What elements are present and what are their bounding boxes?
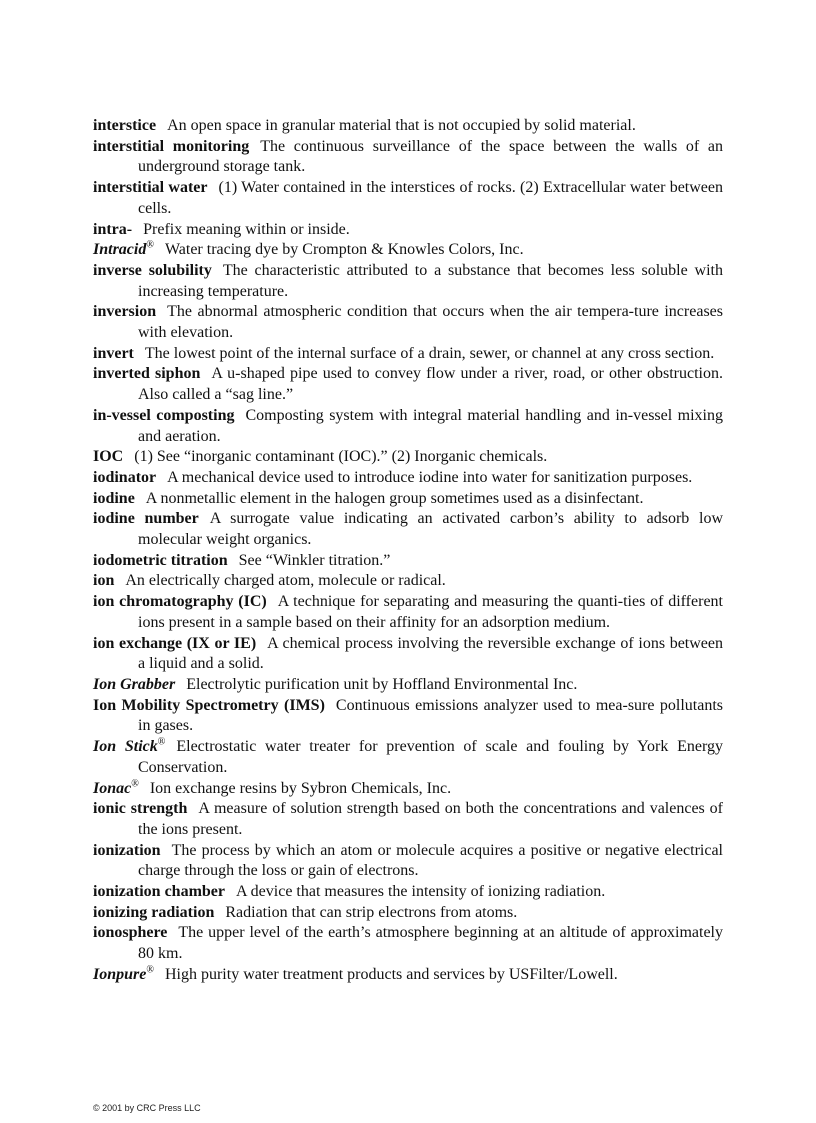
entry-definition: Water tracing dye by Crompton & Knowles Colors, Inc. [164, 241, 524, 259]
glossary-entry [93, 634, 723, 675]
entry-term: iodinator [93, 468, 157, 486]
glossary-entry [93, 178, 723, 219]
entry-definition: The continuous surveillance of the space between the walls of an underground storage tank. [138, 137, 723, 176]
entry-definition: The lowest point of the internal surface of a drain, sewer, or channel at any cross section. [144, 344, 715, 362]
registered-mark: ® [157, 736, 166, 748]
glossary-entry [93, 965, 723, 986]
entry-definition: A device that measures the intensity of ionizing radiation. [236, 883, 606, 901]
entry-term: Ion Mobility Spectrometry (IMS) [93, 696, 325, 714]
entry-term: Ionac® [93, 778, 139, 797]
entry-term: in-vessel composting [93, 406, 235, 424]
entry-definition: High purity water treatment products and services by USFilter/Lowell. [164, 965, 618, 983]
entry-term: ionization [93, 841, 161, 859]
copyright-footer: © 2001 by CRC Press LLC [93, 1103, 201, 1113]
glossary-entry [93, 261, 723, 302]
entry-term: interstitial water [93, 179, 208, 197]
entry-definition: Prefix meaning within or inside. [143, 220, 350, 238]
entry-definition: The characteristic attributed to a substance that becomes less soluble with increasing temperature. [138, 261, 723, 300]
entry-term: Ion Stick® [93, 736, 166, 756]
glossary-entry [93, 406, 723, 447]
entry-definition: Electrolytic purification unit by Hoffland Environmental Inc. [186, 675, 578, 693]
entry-definition: A technique for separating and measuring the quanti-ties of different ions present in a sample based on their affinity for an adsorption medium. [138, 593, 723, 631]
glossary-entry [93, 489, 723, 510]
entry-term: intra- [93, 220, 133, 238]
glossary-entry [93, 137, 723, 178]
entry-term: ion chromatography (IC) [93, 593, 267, 611]
entry-definition: A surrogate value indicating an activated carbon’s ability to adsorb low molecular weight organics. [138, 510, 724, 549]
entry-term: Ion Grabber [93, 675, 176, 693]
entry-definition: Radiation that can strip electrons from atoms. [225, 903, 518, 921]
entry-definition: The process by which an atom or molecule acquires a positive or negative electrical charge through the loss or gain of electrons. [138, 841, 723, 880]
glossary-entry [93, 675, 723, 696]
entry-term: Intracid® [93, 239, 154, 259]
entry-term: interstice [93, 117, 157, 134]
entry-definition: Electrostatic water treater for prevention of scale and fouling by York Energy Conservation. [138, 738, 723, 776]
registered-mark: ® [146, 964, 154, 976]
entry-term: iodine [93, 489, 135, 507]
entry-definition: The abnormal atmospheric condition that occurs when the air tempera-ture increases with elevation. [138, 303, 723, 342]
entry-definition: The upper level of the earth’s atmosphere beginning at an altitude of approximately 80 km. [138, 924, 723, 963]
glossary-entry [93, 302, 723, 343]
entry-definition: An electrically charged atom, molecule or radical. [125, 572, 446, 590]
glossary-entry [93, 799, 723, 840]
glossary-entry [93, 468, 723, 489]
glossary-entry [93, 841, 723, 882]
entry-definition: Continuous emissions analyzer used to mea-sure pollutants in gases. [138, 696, 724, 735]
entry-term: iodine number [93, 510, 199, 528]
registered-mark: ® [131, 778, 139, 790]
glossary-entry [93, 571, 723, 592]
glossary-entry [93, 116, 723, 137]
entry-term: IOC [93, 448, 124, 466]
entry-term: ion [93, 572, 115, 590]
entry-term: ion exchange (IX or IE) [93, 634, 257, 652]
glossary-entry [93, 882, 723, 903]
glossary-entry [93, 696, 723, 737]
glossary-page [93, 116, 723, 986]
registered-mark: ® [146, 239, 154, 251]
entry-term: interstitial monitoring [93, 137, 250, 155]
entry-term: inverted siphon [93, 365, 201, 383]
entry-term: iodometric titration [93, 551, 228, 569]
entry-definition: A nonmetallic element in the halogen group sometimes used as a disinfectant. [145, 489, 644, 507]
glossary-entry [93, 220, 723, 241]
glossary-entry [93, 364, 723, 405]
entry-term: inversion [93, 303, 157, 321]
glossary-entry [93, 779, 723, 800]
glossary-entry [93, 551, 723, 572]
entry-definition: Ion exchange resins by Sybron Chemicals, Inc. [149, 779, 452, 797]
entry-definition: A mechanical device used to introduce iodine into water for sanitization purposes. [167, 468, 693, 486]
entry-term: ionization chamber [93, 883, 225, 901]
entry-term: invert [93, 344, 134, 362]
entry-term: ionizing radiation [93, 903, 215, 921]
glossary-entry [93, 240, 723, 261]
entry-definition: A chemical process involving the reversible exchange of ions between a liquid and a solid. [138, 634, 723, 673]
entry-term: inverse solubility [93, 261, 212, 279]
glossary-entry [93, 344, 723, 365]
entry-term: ionosphere [93, 924, 168, 942]
glossary-entry [93, 592, 723, 633]
entry-term: ionic strength [93, 800, 188, 818]
entry-definition: A u-shaped pipe used to convey flow under a river, road, or other obstruction. Also called a “sag line.” [138, 365, 723, 404]
glossary-entry [93, 903, 723, 924]
entry-definition: (1) Water contained in the interstices of rocks. (2) Extracellular water between cells. [138, 179, 724, 217]
entry-definition: See “Winkler titration.” [238, 551, 391, 569]
glossary-entry [93, 737, 723, 778]
entry-definition: An open space in granular material that is not occupied by solid material. [167, 117, 636, 134]
entry-definition: (1) See “inorganic contaminant (IOC).” (2) Inorganic chemicals. [134, 448, 548, 466]
entry-definition: A measure of solution strength based on both the concentrations and valences of the ions present. [138, 800, 724, 838]
glossary-entry [93, 509, 723, 550]
glossary-entry [93, 447, 723, 468]
glossary-entry [93, 923, 723, 964]
entry-definition: Composting system with integral material handling and in-vessel mixing and aeration. [138, 406, 724, 445]
entry-term: Ionpure® [93, 964, 154, 983]
